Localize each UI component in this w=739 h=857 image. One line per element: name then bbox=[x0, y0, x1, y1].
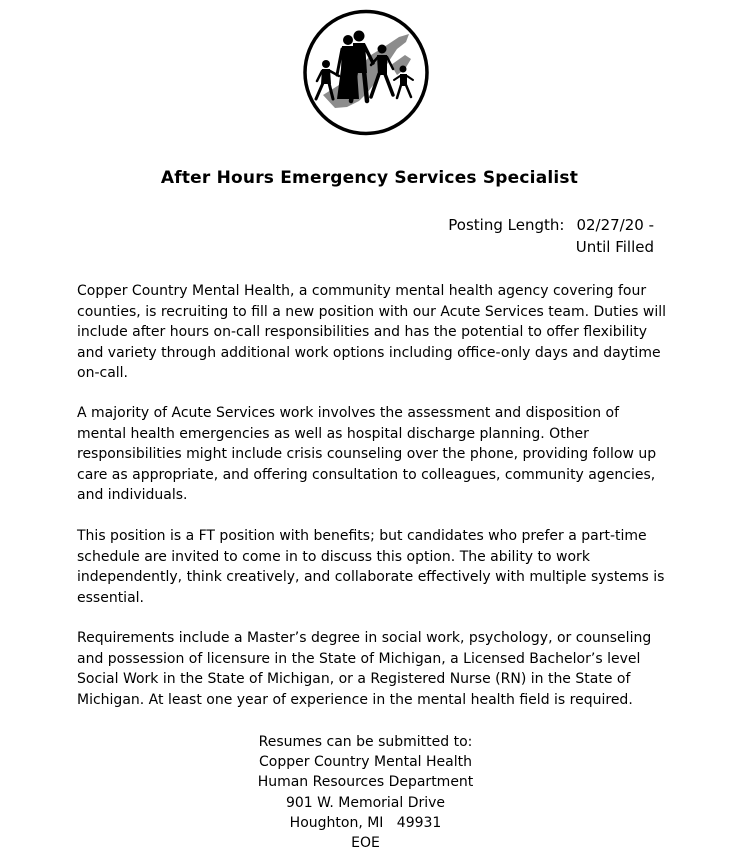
page-title: After Hours Emergency Services Specialist bbox=[160, 168, 579, 188]
posting-length bbox=[448, 214, 654, 258]
logo-icon bbox=[301, 9, 431, 136]
posting-date: 02/27/20 - bbox=[576, 216, 654, 234]
posting-length-label: Posting Length: bbox=[448, 216, 565, 234]
paragraph-schedule: This position is a FT position with benefits; but candidates who prefer a part-time schedule are invited to come in to discuss this option. The ability to work independently, think creatively, and collaborate effectively with multiple systems is essential. bbox=[77, 528, 665, 606]
contact-street: 901 W. Memorial Drive bbox=[285, 794, 446, 811]
paragraph-duties: A majority of Acute Services work involves the assessment and disposition of mental health emergencies as well as hospital discharge planning. Other responsibilities might include crisis counseling over the phone, providing follow up care as appropriate, and offering consultation to colleagues, community agencies, and individuals. bbox=[77, 405, 657, 504]
contact-eoe: EOE bbox=[351, 835, 380, 852]
contact-block bbox=[0, 732, 731, 853]
contact-dept: Human Resources Department bbox=[257, 774, 474, 791]
contact-org: Copper Country Mental Health bbox=[259, 754, 472, 771]
paragraph-intro: Copper Country Mental Health, a community mental health agency covering four counties, is recruiting to fill a new position with our Acute Services team. Duties will include after hours on-call responsibilities and has the potential to offer flexibility and variety through additional work options including office-only days and daytime on-call. bbox=[77, 283, 667, 382]
contact-city: Houghton, MI 49931 bbox=[289, 814, 442, 831]
family-walking-logo bbox=[301, 9, 431, 136]
contact-intro: Resumes can be submitted to: bbox=[258, 734, 473, 750]
paragraph-requirements: Requirements include a Master’s degree in social work, psychology, or counseling and possession of licensure in the State of Michigan, a Licensed Bachelor’s level Social Work in the State of Michigan, or a Registered Nurse (RN) in the State of Michigan. At least one year of experience in the mental health field is required. bbox=[77, 630, 652, 708]
posting-until: Until Filled bbox=[575, 238, 654, 256]
